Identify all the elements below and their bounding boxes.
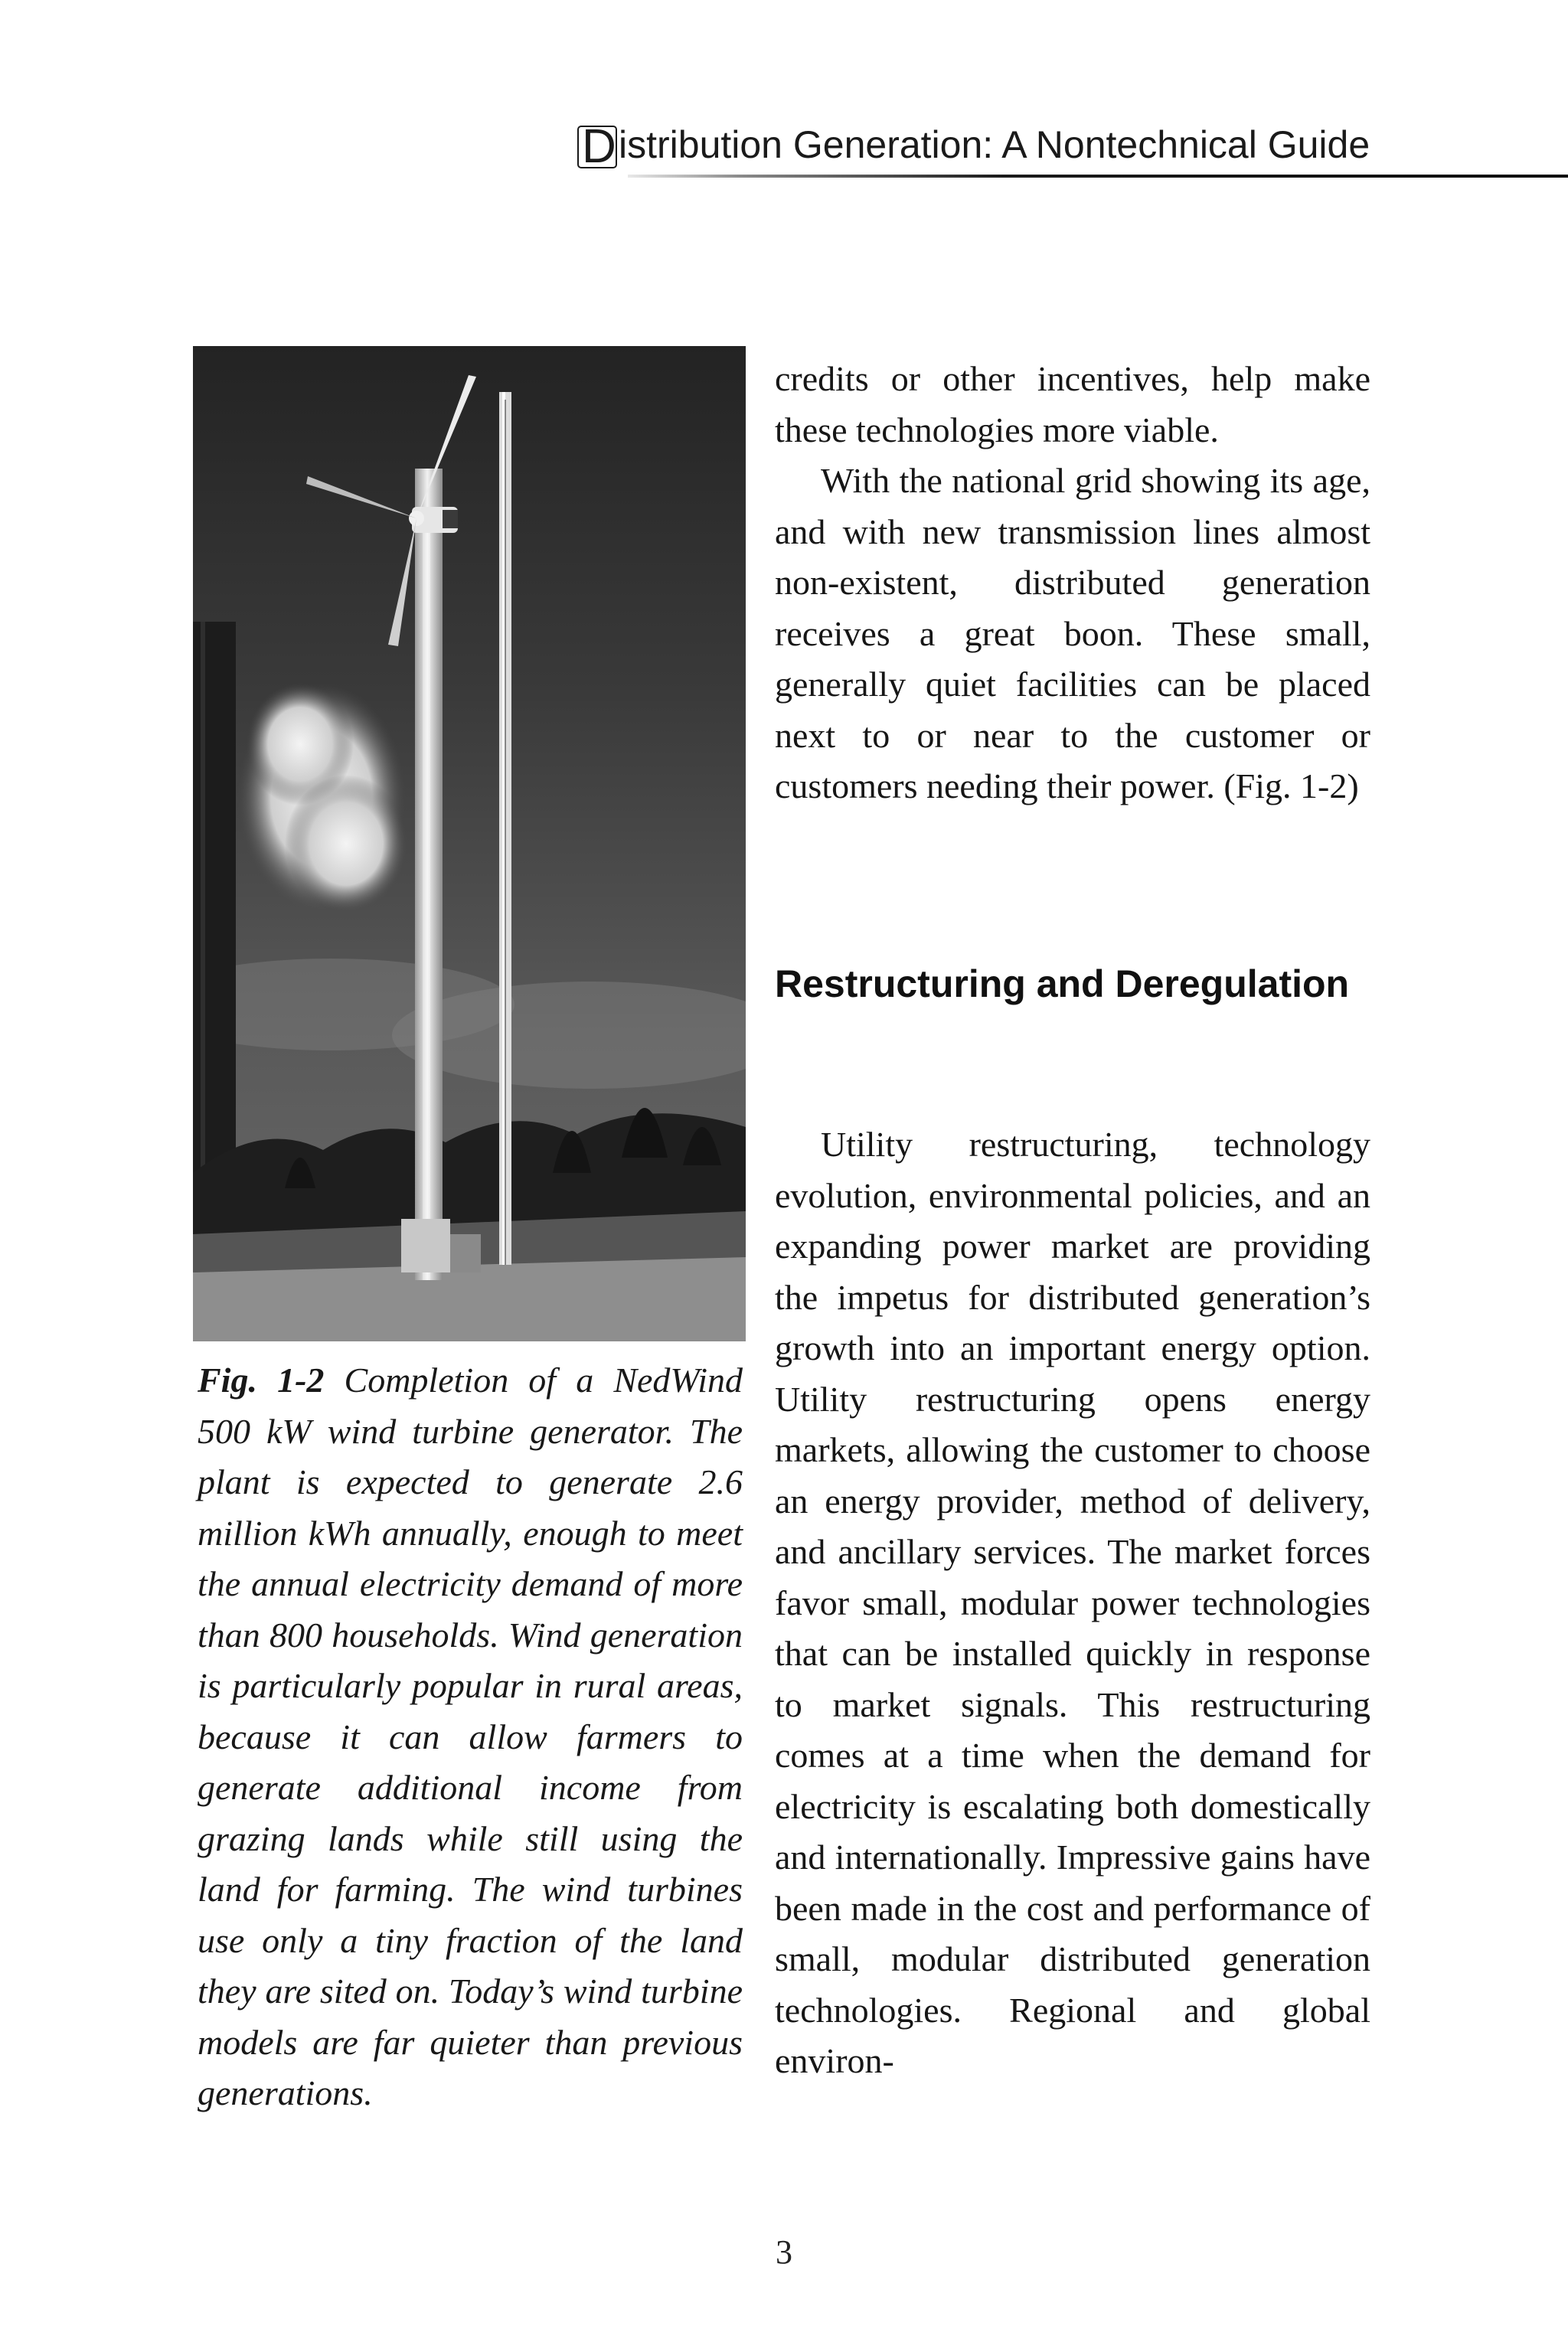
- running-head-initial: D: [577, 126, 617, 168]
- paragraph-national-grid: With the national grid showing its age, and with new transmission lines almost non-existent, distributed generation receives a great boon. These small, generally quiet facilities can be placed next to or near to the customer or customers needing their power. (Fig. 1-2): [775, 461, 1370, 805]
- wind-turbine-photo-illustration: [193, 346, 746, 1341]
- body-text-upper: [775, 354, 1370, 812]
- header-rule: [628, 175, 1568, 178]
- running-head: [577, 118, 1378, 172]
- running-head-title: istribution Generation: A Nontechnical Guide: [619, 123, 1370, 166]
- paragraph-continued: credits or other incentives, help make these technologies more viable.: [775, 359, 1370, 449]
- body-text-lower: [775, 1119, 1370, 2087]
- figure-caption-label: Fig. 1-2: [198, 1361, 325, 1400]
- figure-caption: [198, 1355, 743, 2119]
- wind-turbine-photo: [193, 346, 746, 1341]
- section-heading: Restructuring and Deregulation: [775, 962, 1350, 1005]
- figure-caption-text: Completion of a NedWind 500 kW wind turbine generator. The plant is expected to generate 2.6 million kWh annually, enough to meet the annual electricity demand of more than 800 households. Wind generation is particularly popular in rural areas, because it can allow farmers to generate additional income from grazing lands while still using the land for farming. The wind turbines use only a tiny fraction of the land they are sited on. Today’s wind turbine models are far quieter than previous generations.: [198, 1361, 743, 2112]
- page-number: 3: [776, 2233, 792, 2271]
- paragraph-restructuring: Utility restructuring, technology evolution, environmental policies, and an expanding power market are providing the impetus for distributed generation’s growth into an important energy option. Utility restructuring opens energy markets, allowing the customer to choose an energy provider, method of delivery, and ancillary services. The market forces favor small, modular power technologies that can be installed quickly in response to market signals. This restructuring comes at a time when the demand for electricity is escalating both domestically and internationally. Impressive gains have been made in the cost and performance of small, modular distributed generation technologies. Regional and global environ-: [775, 1125, 1370, 2080]
